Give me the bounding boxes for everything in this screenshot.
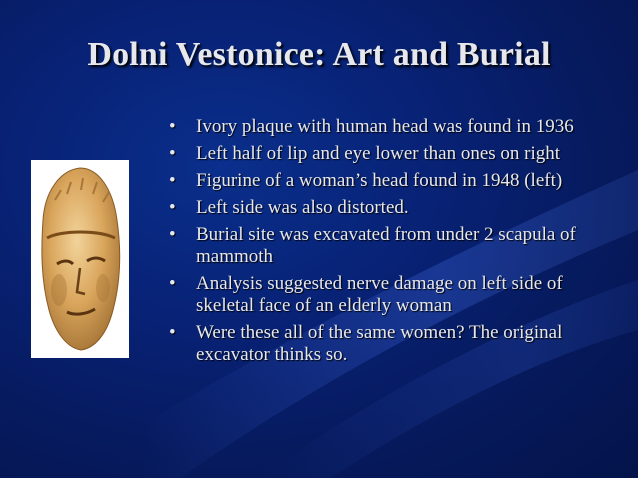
bullet-point-icon: •: [169, 170, 176, 191]
bullet-point-icon: •: [169, 224, 176, 245]
slide-title: Dolni Vestonice: Art and Burial: [87, 36, 551, 73]
bullet-item: [168, 116, 608, 138]
bullet-text: Ivory plaque with human head was found in 1936: [196, 116, 574, 137]
bullet-point-icon: •: [169, 273, 176, 294]
bullet-text: Left side was also distorted.: [196, 197, 409, 218]
bullet-item: [168, 143, 608, 165]
bullet-item: [168, 273, 608, 317]
bullet-point-icon: •: [169, 143, 176, 164]
bullet-text: Were these all of the same women? The original excavator thinks so.: [196, 322, 563, 365]
bullet-text: Burial site was excavated from under 2 scapula of mammoth: [196, 224, 576, 267]
ivory-head-figurine-image: [31, 160, 129, 358]
bullet-item: [168, 322, 608, 366]
figurine-photo: [31, 160, 129, 358]
bullet-text: Figurine of a woman’s head found in 1948 (left): [196, 170, 563, 191]
bullet-point-icon: •: [169, 116, 176, 137]
bullet-text: Analysis suggested nerve damage on left side of skeletal face of an elderly woman: [196, 273, 563, 316]
bullet-point-icon: •: [169, 322, 176, 343]
bullet-item: [168, 224, 608, 268]
bullet-item: [168, 170, 608, 192]
bullet-item: [168, 197, 608, 219]
bullet-point-icon: •: [169, 197, 176, 218]
bullet-text: Left half of lip and eye lower than ones on right: [196, 143, 561, 164]
bullet-list: [168, 116, 608, 371]
